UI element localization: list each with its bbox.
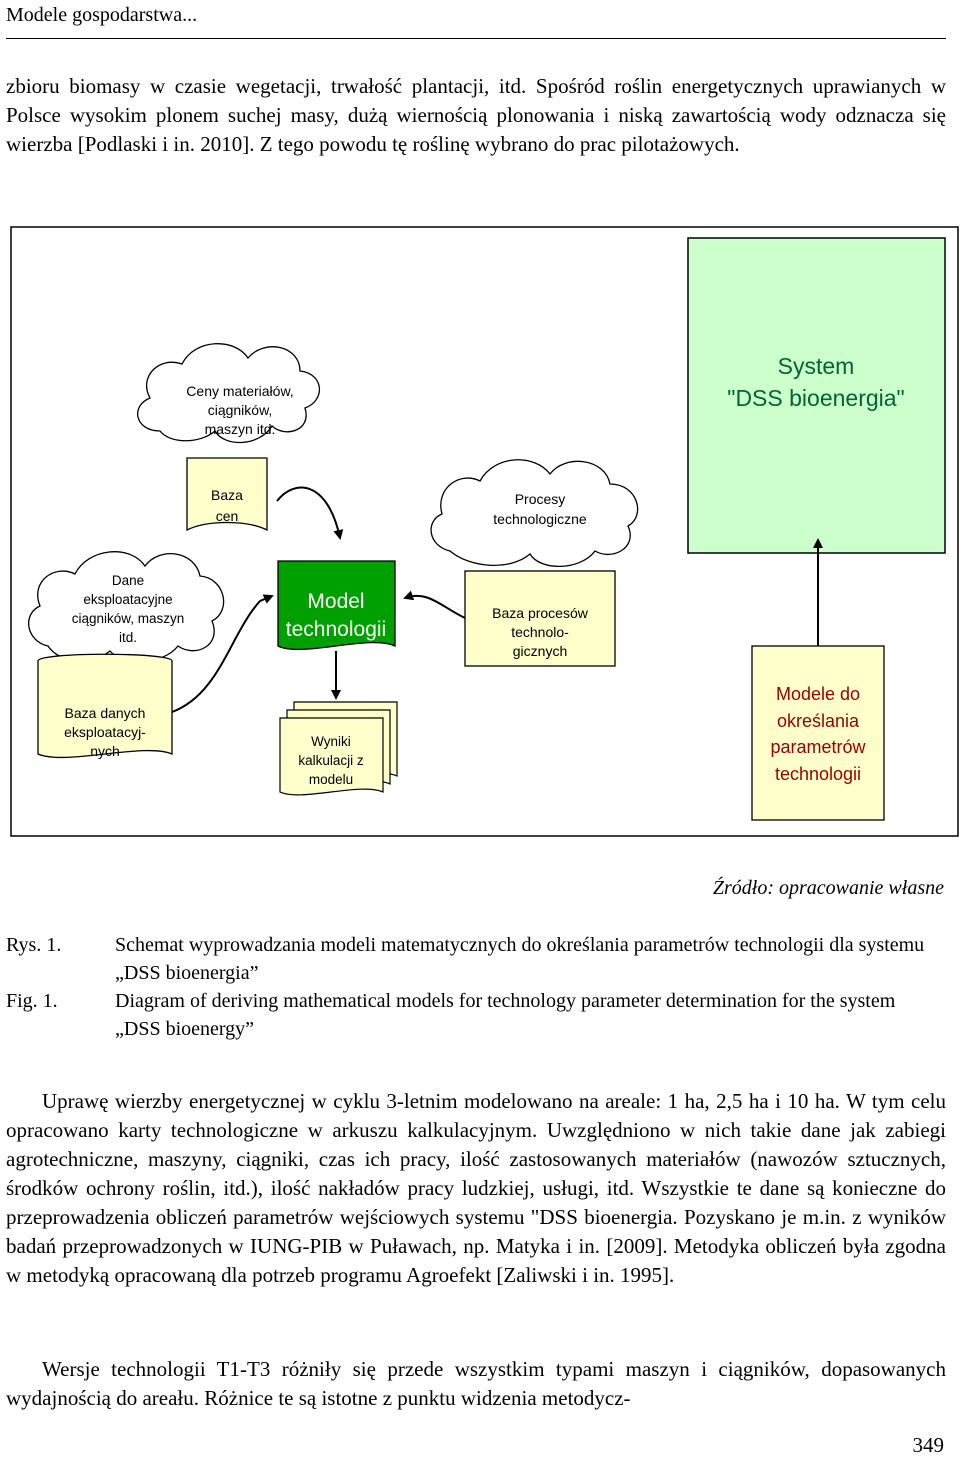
- results-line3: modelu: [308, 772, 354, 787]
- db-operational-line2: eksploatacyj-: [64, 724, 146, 740]
- figure-diagram: [10, 226, 960, 838]
- cloud-prices-line3: maszyn itd.: [204, 421, 276, 437]
- body-paragraph-2: Wersje technologii T1-T3 różniły się przede wszystkim typami maszyn i ciągników, dopasowanych wydajnością do areału. Różnice te są istotne z punktu widzenia metodycz-: [6, 1357, 946, 1410]
- cloud-operational-line1: Dane: [111, 573, 145, 588]
- caption-en-text: Diagram of deriving mathematical models for technology parameter determination for the system „DSS bioenergy”: [115, 990, 896, 1040]
- cloud-operational-line4: itd.: [118, 630, 138, 645]
- cloud-operational-line2: eksploatacyjne: [83, 592, 173, 607]
- models-line2: określania: [776, 711, 860, 731]
- db-prices-line2: cen: [215, 508, 239, 524]
- system-label-line2: "DSS bioenergia": [727, 385, 905, 411]
- caption-en-label: Fig. 1.: [6, 990, 58, 1012]
- results-line2: kalkulacji z: [298, 753, 364, 768]
- model-line1: Model: [307, 590, 365, 613]
- cloud-prices-line2: ciągników,: [207, 402, 273, 418]
- models-line1: Modele do: [775, 684, 861, 704]
- caption-pl: [0, 931, 960, 991]
- cloud-prices-line1: Ceny materiałów,: [186, 383, 294, 399]
- db-processes-line3: gicznych: [512, 643, 568, 659]
- header-rule: [6, 38, 946, 39]
- db-prices-line1: Baza: [211, 487, 243, 503]
- db-operational-line3: nych: [90, 743, 120, 759]
- intro-paragraph: zbioru biomasy w czasie wegetacji, trwałość plantacji, itd. Spośród roślin energetycznych uprawianych w Polsce wysokim plonem suchej masy, dużą wiernością plonowania i niską zawartością wody odznacza się wierzba [Podlaski i in. 2010]. Z tego powodu tę roślinę wybrano do prac pilotażowych.: [6, 74, 946, 156]
- body-paragraph-1: Uprawę wierzby energetycznej w cyklu 3-letnim modelowano na areale: 1 ha, 2,5 ha i 10 ha. W tym celu opracowano karty technologiczne w arkuszu kalkulacyjnym. Uwzględniono w nich takie dane jak zabiegi agrotechniczne, maszyny, ciągniki, czas ich pracy, ilość zastosowanych materiałów (nawozów sztucznych, środków ochrony roślin, itd.), ilość nakładów pracy ludzkiej, usługi, itd. Wszystkie te dane są konieczne do przeprowadzenia obliczeń parametrów wejściowych systemu "DSS bioenergia. Pozyskano je m.in. z wyników badań przeprowadzonych w IUNG-PIB w Puławach, np. Matyka i in. [2009]. Metodyka obliczeń była zgodna w metodyką opracowaną dla potrzeb programu Agroefekt [Zaliwski i in. 1995].: [6, 1089, 946, 1287]
- models-line4: technologii: [774, 764, 862, 784]
- caption-pl-text: Schemat wyprowadzania modeli matematycznych do określania parametrów technologii dla systemu „DSS bioenergia”: [115, 934, 925, 984]
- cloud-processes-line1: Procesy: [514, 491, 566, 507]
- cloud-operational-line3: ciągników, maszyn: [71, 611, 185, 626]
- caption-en: [0, 987, 960, 1047]
- models-box: [752, 646, 884, 820]
- db-processes-line2: technolo-: [511, 624, 569, 640]
- results-line1: Wyniki: [311, 734, 351, 749]
- cloud-processes-line2: technologiczne: [493, 511, 587, 527]
- db-processes-line1: Baza procesów: [492, 605, 588, 621]
- caption-pl-label: Rys. 1.: [6, 934, 62, 956]
- models-line3: parametrów: [770, 737, 866, 757]
- db-operational-line1: Baza danych: [64, 705, 146, 721]
- model-line2: technologii: [285, 618, 387, 641]
- figure-source: Źródło: opracowanie własne: [712, 877, 944, 899]
- page-number: 349: [912, 1433, 944, 1457]
- running-header: Modele gospodarstwa...: [6, 4, 198, 26]
- system-label-line1: System: [777, 353, 855, 379]
